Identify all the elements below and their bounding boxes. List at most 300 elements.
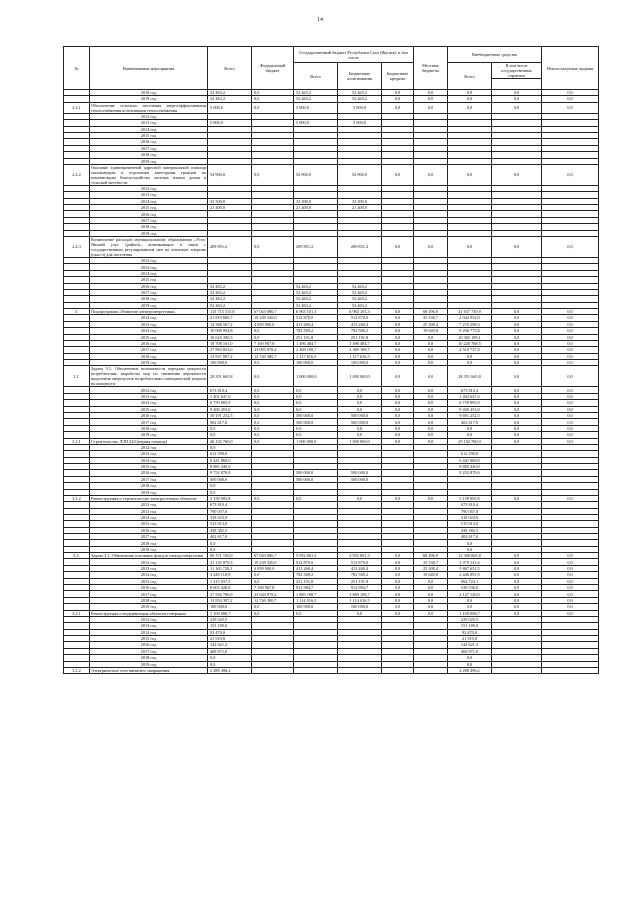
table-cell: 0,0 xyxy=(414,597,448,603)
table-cell: 33 500,0 xyxy=(294,198,338,204)
header-local: Местные бюджеты xyxy=(414,47,448,90)
table-cell: 402 617,0 xyxy=(448,534,492,540)
table-cell: 0,0 xyxy=(448,102,492,113)
table-cell: 10 008 094,8 xyxy=(208,328,252,334)
table-cell: 19 239 320,0 xyxy=(252,315,294,321)
table-cell: 21 910,8 xyxy=(448,635,492,641)
table-cell: 0,0 xyxy=(448,604,492,610)
table-cell: 2 369 108,7 xyxy=(294,347,338,353)
table-cell: 251 191,8 xyxy=(294,578,338,584)
table-cell: 0,0 xyxy=(542,495,599,501)
row-year: 2012 год xyxy=(90,559,208,565)
row-year: 2018 год xyxy=(90,152,208,158)
row-year: 2014 год xyxy=(90,629,208,635)
table-cell: 8 603 428,8 xyxy=(208,585,252,591)
table-cell: 2 127 120,0 xyxy=(448,591,492,597)
row-year: 2013 год xyxy=(90,192,208,198)
measure-row xyxy=(64,164,599,185)
table-cell: 500 000,0 xyxy=(338,419,382,425)
row-year: 2014 год xyxy=(90,457,208,463)
row-name: Реконструкция и строительство электросетевых объектов xyxy=(90,495,208,501)
table-cell: 402 617,0 xyxy=(208,534,252,540)
row-year: 2018 год xyxy=(90,655,208,661)
table-cell: 10 365 199,1 xyxy=(448,334,492,340)
table-cell: 0,0 xyxy=(208,425,252,431)
table-cell: 0,0 xyxy=(542,610,599,616)
header-num: № xyxy=(64,47,90,90)
table-cell: 10 616 390,5 xyxy=(208,334,252,340)
table-cell: 19 649,8 xyxy=(414,572,448,578)
row-name: Задача 3.2. Обновление основных фондов электроэнергетики xyxy=(90,553,208,559)
row-year: 2015 год xyxy=(90,578,208,584)
table-cell: 35 538,7 xyxy=(414,559,448,565)
table-cell: 0,0 xyxy=(252,387,294,393)
row-year: 2015 год xyxy=(90,463,208,469)
table-cell: 0,0 xyxy=(492,406,542,412)
table-cell: 0,0 xyxy=(294,400,338,406)
table-cell: 790 057,0 xyxy=(208,508,252,514)
table-cell: 0,0 xyxy=(492,553,542,559)
table-cell: 0,0 xyxy=(382,495,414,501)
table-cell: 92 470,0 xyxy=(448,629,492,635)
row-year: 2014 год xyxy=(90,270,208,276)
table-cell: 7 169 907,8 xyxy=(252,585,294,591)
table-cell: 0,0 xyxy=(414,438,448,444)
table-cell: 52 463,2 xyxy=(208,302,252,308)
row-year: 2016 год xyxy=(90,139,208,145)
table-cell: 0,0 xyxy=(542,309,599,315)
table-cell: 7 169 907,8 xyxy=(252,340,294,346)
row-year: 2016 год xyxy=(90,340,208,346)
table-cell: 5 000,0 xyxy=(338,102,382,113)
table-cell: 0,0 xyxy=(492,597,542,603)
row-year: 2012 год xyxy=(90,258,208,264)
table-cell: 0,0 xyxy=(542,164,599,185)
table-cell: 0,0 xyxy=(252,438,294,444)
table-cell: 0,0 xyxy=(492,495,542,501)
table-cell: 52 463,2 xyxy=(338,283,382,289)
table-cell: 86 371 150,0 xyxy=(208,553,252,559)
table-cell: 9 691 252,5 xyxy=(448,413,492,419)
table-cell: 9 206 775,8 xyxy=(448,328,492,334)
row-year: 2012 год xyxy=(90,387,208,393)
table-cell: 115 713 315,8 xyxy=(208,309,252,315)
table-cell: 5 000,0 xyxy=(208,102,252,113)
row-year: 2015 год xyxy=(90,521,208,527)
row-year: 2018 год xyxy=(90,425,208,431)
row-year: 2012 год xyxy=(90,502,208,508)
row-year: 2012 год xyxy=(90,616,208,622)
table-cell: 0,0 xyxy=(414,425,448,431)
table-cell: 0,0 xyxy=(208,444,252,450)
table-cell: 0,0 xyxy=(492,565,542,571)
table-cell: 0,0 xyxy=(414,366,448,387)
row-year: 2014 год xyxy=(90,514,208,520)
table-cell: 23 093 978,2 xyxy=(252,347,294,353)
table-cell: 10 191 252,5 xyxy=(208,413,252,419)
row-year: 2012 год xyxy=(90,315,208,321)
table-cell: 0,0 xyxy=(252,164,294,185)
table-cell: 52 463,2 xyxy=(338,90,382,96)
table-cell: 0,0 xyxy=(542,393,599,399)
measure-row xyxy=(64,237,599,258)
table-cell: 0,0 xyxy=(542,315,599,321)
table-cell: 68 496,9 xyxy=(414,553,448,559)
table-cell: 0,0 xyxy=(252,237,294,258)
table-cell: 0,0 xyxy=(492,578,542,584)
table-cell: 0,0 xyxy=(208,661,252,667)
table-cell: 902 617,0 xyxy=(208,419,252,425)
table-cell: 0,0 xyxy=(542,578,599,584)
row-year: 2016 год xyxy=(90,527,208,533)
table-cell: 0,0 xyxy=(414,347,448,353)
table-cell: 100 000,0 xyxy=(338,604,382,610)
table-cell: 0,0 xyxy=(252,406,294,412)
row-year: 2016 год xyxy=(90,470,208,476)
table-cell: 0,0 xyxy=(448,237,492,258)
header-republic: Государственный бюджет Республики Саха (Якутия), в том числе xyxy=(294,47,414,63)
table-cell: 9 252 870,0 xyxy=(448,470,492,476)
table-cell: 0,0 xyxy=(382,553,414,559)
table-cell: 0,0 xyxy=(414,237,448,258)
table-cell: 0,0 xyxy=(448,96,492,102)
header-extra: Внебюджетные средства xyxy=(448,47,542,63)
table-cell: 438 382,5 xyxy=(208,527,252,533)
table-cell: 515 013,0 xyxy=(448,521,492,527)
table-cell: 0,0 xyxy=(382,102,414,113)
row-year: 2018 год xyxy=(90,597,208,603)
table-cell: 0,0 xyxy=(252,610,294,616)
row-year: 2018 год xyxy=(90,483,208,489)
table-cell: 0,0 xyxy=(542,438,599,444)
table-cell: 151 180,0 xyxy=(448,623,492,629)
table-cell: 500 000,0 xyxy=(294,413,338,419)
table-cell: 512 870,0 xyxy=(338,559,382,565)
table-cell: 0,0 xyxy=(448,540,492,546)
table-cell: 54 900,0 xyxy=(338,164,382,185)
table-cell: 0,0 xyxy=(252,90,294,96)
table-cell: 9 400 453,0 xyxy=(448,406,492,412)
table-cell: 5 867 651,5 xyxy=(448,565,492,571)
header-name: Наименование мероприятия xyxy=(90,47,208,90)
table-cell: 512 870,0 xyxy=(338,315,382,321)
table-cell: 0,0 xyxy=(414,610,448,616)
table-cell: 0,0 xyxy=(414,102,448,113)
table-cell: 4 859 900,0 xyxy=(252,321,294,327)
table-cell: 0,0 xyxy=(294,432,338,438)
table-cell: 0,0 xyxy=(542,360,599,366)
row-number: 3.2. xyxy=(64,553,90,559)
table-cell: 0,0 xyxy=(492,237,542,258)
row-year: 2015 год xyxy=(90,635,208,641)
table-cell: 52 463,2 xyxy=(338,296,382,302)
table-cell: 2 510 737,8 xyxy=(448,347,492,353)
table-cell: 0,0 xyxy=(252,393,294,399)
table-cell: 0,0 xyxy=(252,96,294,102)
table-cell: 0,0 xyxy=(382,400,414,406)
table-cell: 0,0 xyxy=(542,237,599,258)
table-cell: 1 379 141,6 xyxy=(448,559,492,565)
row-year: 2018 год xyxy=(90,540,208,546)
table-cell: 0,0 xyxy=(382,432,414,438)
table-cell: 0,0 xyxy=(208,655,252,661)
table-cell: 0,0 xyxy=(542,347,599,353)
table-cell: 0,0 xyxy=(208,540,252,546)
table-cell: 33 500,0 xyxy=(208,198,252,204)
row-year: 2019 год xyxy=(90,96,208,102)
table-cell: 54 900,0 xyxy=(208,164,252,185)
table-cell: 0,0 xyxy=(382,604,414,610)
table-cell: 5 952 601,3 xyxy=(294,553,338,559)
row-year: 2013 год xyxy=(90,321,208,327)
table-cell: 0,0 xyxy=(338,495,382,501)
table-cell: 25 308,4 xyxy=(414,565,448,571)
table-cell: 0,0 xyxy=(492,328,542,334)
table-cell: 52 463,2 xyxy=(294,283,338,289)
table-cell: 413 260,4 xyxy=(294,321,338,327)
table-cell: 41 637 730,9 xyxy=(448,309,492,315)
table-cell: 0,0 xyxy=(382,610,414,616)
table-cell: 3 249 110,9 xyxy=(208,572,252,578)
table-cell: 29 351 665,8 xyxy=(208,366,252,387)
table-cell: 0,0 xyxy=(294,406,338,412)
table-cell: 1 117 616,5 xyxy=(294,353,338,359)
table-cell xyxy=(338,667,382,673)
table-cell: 0,0 xyxy=(492,438,542,444)
table-cell: 0,0 xyxy=(492,400,542,406)
table-cell: 0,0 xyxy=(414,90,448,96)
table-cell: 0,0 xyxy=(414,353,448,359)
row-year: 2014 год xyxy=(90,400,208,406)
table-cell: 0,0 xyxy=(448,425,492,431)
table-cell: 0,0 xyxy=(252,572,294,578)
row-year: 2013 год xyxy=(90,393,208,399)
table-cell: 0,0 xyxy=(492,393,542,399)
table-cell: 790 057,0 xyxy=(448,508,492,514)
table-cell: 0,0 xyxy=(382,597,414,603)
table-cell: 1 000 000,0 xyxy=(338,438,382,444)
table-cell: 2 042 952,0 xyxy=(448,315,492,321)
table-cell: 0,0 xyxy=(448,353,492,359)
row-year: 2014 год xyxy=(90,328,208,334)
table-cell: 0,0 xyxy=(542,102,599,113)
table-cell: 1 402 647,0 xyxy=(448,393,492,399)
table-cell: 413 260,4 xyxy=(338,565,382,571)
table-cell: 0,0 xyxy=(414,96,448,102)
table-cell: 67 043 086,7 xyxy=(252,553,294,559)
table-cell: 52 463,2 xyxy=(294,96,338,102)
table-cell xyxy=(542,667,599,673)
row-year: 2019 год xyxy=(90,302,208,308)
table-cell: 0,0 xyxy=(382,334,414,340)
table-cell: 0,0 xyxy=(252,425,294,431)
row-year: 2016 год xyxy=(90,642,208,648)
table-cell: 18 708 161,0 xyxy=(208,340,252,346)
table-cell: 27 556 706,9 xyxy=(208,591,252,597)
budget-table xyxy=(63,46,599,674)
table-cell: 1 114 016,5 xyxy=(294,597,338,603)
table-cell: 413 260,4 xyxy=(338,321,382,327)
table-cell: 3 158 905,8 xyxy=(208,495,252,501)
table-cell: 0,0 xyxy=(382,419,414,425)
table-cell: 0,0 xyxy=(382,353,414,359)
row-number: 3.1.2 xyxy=(64,495,90,501)
table-cell: 27 963 823,6 xyxy=(208,347,252,353)
table-cell: 3 158 905,8 xyxy=(448,495,492,501)
table-cell: 912 984,7 xyxy=(338,585,382,591)
table-cell: 0,0 xyxy=(252,334,294,340)
table-cell: 0,0 xyxy=(492,315,542,321)
table-cell: 0,0 xyxy=(414,591,448,597)
table-cell: 0,0 xyxy=(448,546,492,552)
table-cell: 0,0 xyxy=(382,565,414,571)
table-cell: 402 617,0 xyxy=(448,419,492,425)
row-year: 2018 год xyxy=(90,90,208,96)
header-unused: Неиспользуемые задания xyxy=(542,47,599,90)
table-cell: 0,0 xyxy=(208,546,252,552)
table-cell: 0,0 xyxy=(448,360,492,366)
row-name: Задача 3.1. Обеспечение возможности передачи мощности потребителям, выработка мер по снижению вероятности выделения энергоузлов потребителями электрической энергии на мощности xyxy=(91,366,206,387)
row-year: 2019 год xyxy=(90,489,208,495)
table-cell: 0,0 xyxy=(382,309,414,315)
table-cell: 0,0 xyxy=(414,578,448,584)
table-cell: 9 400 453,0 xyxy=(208,406,252,412)
table-cell: 5 000,0 xyxy=(294,120,338,126)
row-year: 2012 год xyxy=(90,113,208,119)
table-cell: 0,0 xyxy=(252,413,294,419)
row-year: 2013 год xyxy=(90,120,208,126)
table-cell: 0,0 xyxy=(382,559,414,565)
table-cell: 438 382,5 xyxy=(448,527,492,533)
table-cell: 0,0 xyxy=(542,432,599,438)
row-year: 2014 год xyxy=(90,126,208,132)
table-cell: 0,0 xyxy=(382,425,414,431)
row-year: 2017 год xyxy=(90,591,208,597)
table-cell: 0,0 xyxy=(542,328,599,334)
table-cell: 0,0 xyxy=(492,591,542,597)
table-cell: 0,0 xyxy=(414,400,448,406)
table-cell: 468 871,0 xyxy=(208,648,252,654)
table-cell: 0,0 xyxy=(542,96,599,102)
header-federal: Федеральный бюджет xyxy=(252,47,294,90)
table-cell: 0,0 xyxy=(492,387,542,393)
table-cell: 1 109 006,7 xyxy=(208,610,252,616)
table-cell: 0,0 xyxy=(252,360,294,366)
row-year: 2015 год xyxy=(90,277,208,283)
row-year: 2019 год xyxy=(90,360,208,366)
table-cell: 52 463,2 xyxy=(294,90,338,96)
table-cell: 229 025,5 xyxy=(208,616,252,622)
table-cell: 0,0 xyxy=(492,353,542,359)
table-cell: 0,0 xyxy=(252,328,294,334)
table-cell: 52 463,2 xyxy=(338,302,382,308)
table-cell: 13 854 397,2 xyxy=(208,597,252,603)
table-cell: 0,0 xyxy=(414,432,448,438)
table-cell: 1 000 000,0 xyxy=(294,366,338,387)
table-cell: 0,0 xyxy=(294,425,338,431)
table-cell: 0,0 xyxy=(542,419,599,425)
table-cell: 0,0 xyxy=(294,610,338,616)
table-cell: 0,0 xyxy=(492,90,542,96)
table-cell: 52 463,2 xyxy=(208,296,252,302)
row-name: Возмещение расходов муниципальному образованию «Усть-Янский улус (район)», возникающих в связи с государственным регулированием цен на тепловую энергию (гкал/ч) для населения xyxy=(91,237,206,258)
row-year: 2016 год xyxy=(90,211,208,217)
table-cell: 0,0 xyxy=(208,489,252,495)
table-cell: 6 441 860,0 xyxy=(448,457,492,463)
table-cell: 0,0 xyxy=(492,347,542,353)
table-cell: 0,0 xyxy=(492,360,542,366)
table-cell: 5 000,0 xyxy=(208,120,252,126)
table-cell: 0,0 xyxy=(382,366,414,387)
table-cell: 612 590,0 xyxy=(448,451,492,457)
table-cell: 0,0 xyxy=(448,655,492,661)
table-cell: 0,0 xyxy=(542,400,599,406)
table-cell: 0,0 xyxy=(252,432,294,438)
table-cell: 318 023,9 xyxy=(448,514,492,520)
row-year: 2015 год xyxy=(90,334,208,340)
table-cell: 0,0 xyxy=(382,340,414,346)
table-cell: 0,0 xyxy=(542,366,599,387)
table-cell: 782 569,2 xyxy=(338,572,382,578)
row-year: 2019 год xyxy=(90,546,208,552)
table-cell: 6 441 860,0 xyxy=(208,457,252,463)
header-extra-total: Всего xyxy=(448,63,492,90)
table-cell: 6 759 883,9 xyxy=(448,400,492,406)
table-cell: 92 470,0 xyxy=(208,629,252,635)
header-rep-budget: Бюджетные ассигнования xyxy=(338,63,382,90)
table-cell: 251 191,8 xyxy=(294,334,338,340)
row-year: 2013 год xyxy=(90,565,208,571)
table-cell: 12 740 380,7 xyxy=(252,353,294,359)
table-cell: 0,0 xyxy=(382,413,414,419)
table-cell: 0,0 xyxy=(542,591,599,597)
table-cell: 100 000,0 xyxy=(208,360,252,366)
table-cell: 0,0 xyxy=(338,425,382,431)
table-cell: 964 724,1 xyxy=(448,578,492,584)
table-cell: 1 114 016,5 xyxy=(338,597,382,603)
table-cell: 209 851,2 xyxy=(338,237,382,258)
row-name: Обеспечение сельского населения энергоэффективными теплоснабжения источниками теплоснабжения xyxy=(91,102,206,113)
header-total: Всего xyxy=(208,47,252,90)
row-year: 2012 год xyxy=(90,185,208,191)
row-year: 2017 год xyxy=(90,648,208,654)
table-cell: 0,0 xyxy=(252,604,294,610)
table-cell: 782 569,2 xyxy=(294,328,338,334)
table-cell: 0,0 xyxy=(382,90,414,96)
row-year: 2015 год xyxy=(90,132,208,138)
row-year: 2017 год xyxy=(90,476,208,482)
table-cell: 68 496,9 xyxy=(414,309,448,315)
table-cell: 0,0 xyxy=(382,321,414,327)
table-cell: 612 590,0 xyxy=(208,451,252,457)
table-cell: 673 810,4 xyxy=(448,387,492,393)
table-cell: 52 463,2 xyxy=(294,289,338,295)
table-cell xyxy=(382,667,414,673)
table-cell: 100 000,0 xyxy=(338,360,382,366)
table-cell: 0,0 xyxy=(414,495,448,501)
table-cell: 209 851,2 xyxy=(294,237,338,258)
row-name: Оказание единовременной адресной материальной помощи малоимущим и отдельным категориям граждан на компенсацию благоустройства частных жилых домов в сельской местности xyxy=(91,164,206,185)
table-cell: 500 000,0 xyxy=(338,413,382,419)
table-cell: 0,0 xyxy=(252,578,294,584)
table-cell: 0,0 xyxy=(492,340,542,346)
table-cell: 0,0 xyxy=(542,553,599,559)
table-cell: 1 109 006,7 xyxy=(448,610,492,616)
table-cell: 5 952 601,3 xyxy=(338,553,382,559)
table-cell: 21 819 680,7 xyxy=(208,315,252,321)
table-cell: 52 463,2 xyxy=(208,289,252,295)
table-cell: 515 013,0 xyxy=(208,521,252,527)
